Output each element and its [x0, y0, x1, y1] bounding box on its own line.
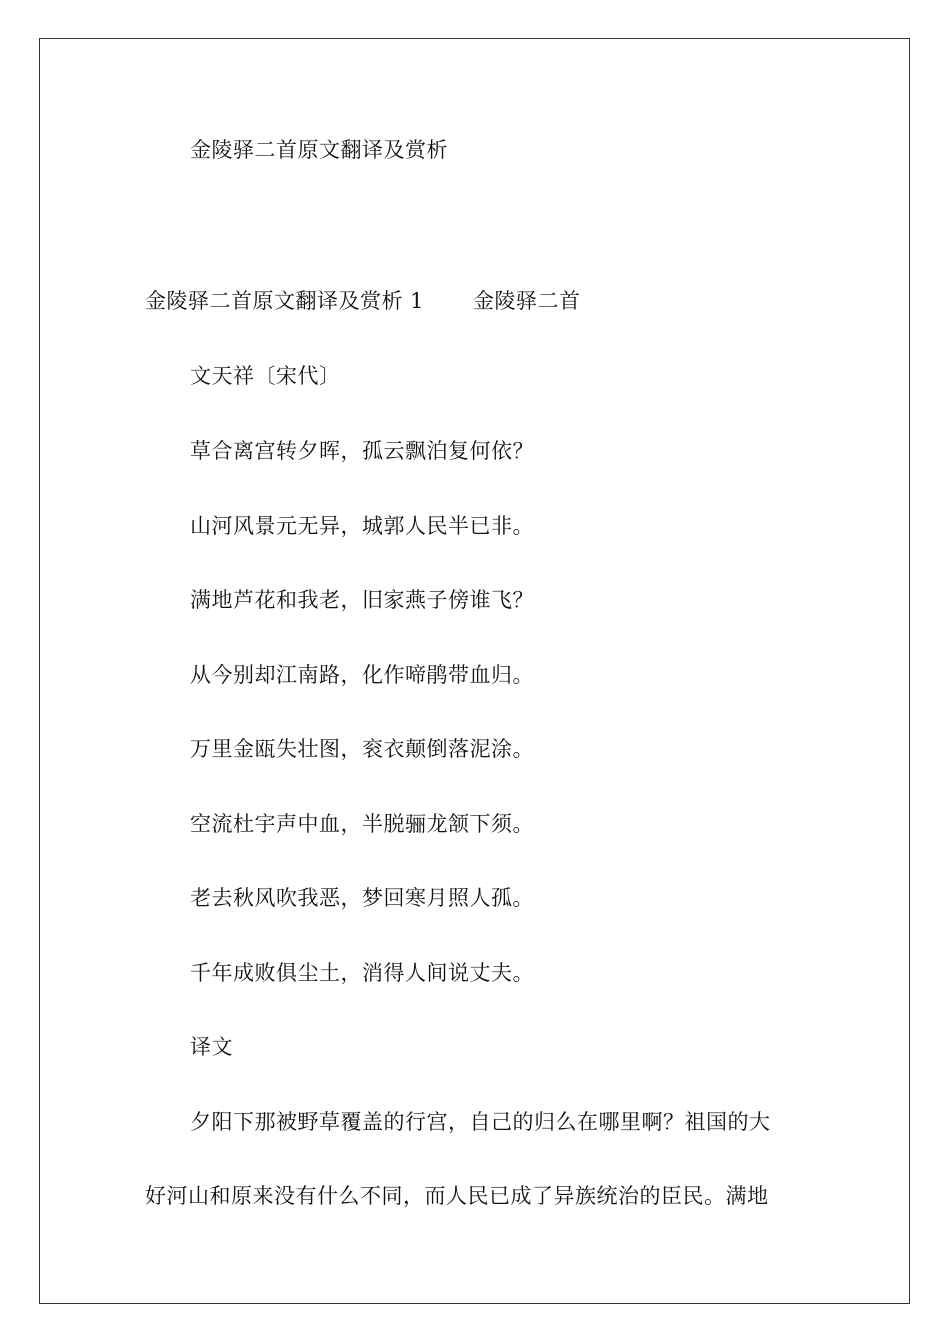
poem-line: 万里金瓯失壮图，衮衣颠倒落泥涂。	[190, 737, 534, 761]
document-title: 金陵驿二首原文翻译及赏析	[190, 138, 448, 162]
section-heading: 金陵驿二首原文翻译及赏析 1	[145, 289, 425, 313]
poem-line: 空流杜宇声中血，半脱骊龙颔下须。	[190, 812, 534, 836]
poem-line: 老去秋风吹我恶，梦回寒月照人孤。	[190, 886, 534, 910]
poem-line: 满地芦花和我老，旧家燕子傍谁飞？	[190, 588, 534, 612]
poem-line: 山河风景元无异，城郭人民半已非。	[190, 514, 534, 538]
poem-line: 千年成败俱尘土，消得人间说丈夫。	[190, 961, 534, 985]
translation-line: 夕阳下那被野草覆盖的行宫，自己的归么在哪里啊？祖国的大	[190, 1110, 771, 1134]
poem-line: 从今别却江南路，化作啼鹃带血归。	[190, 663, 534, 687]
translation-line: 好河山和原来没有什么不同，而人民已成了异族统治的臣民。满地	[145, 1184, 769, 1208]
translation-label: 译文	[190, 1035, 233, 1059]
poem-title: 金陵驿二首	[473, 289, 581, 313]
poem-line: 草合离宫转夕晖，孤云飘泊复何依？	[190, 439, 534, 463]
poem-author: 文天祥〔宋代〕	[190, 364, 341, 388]
